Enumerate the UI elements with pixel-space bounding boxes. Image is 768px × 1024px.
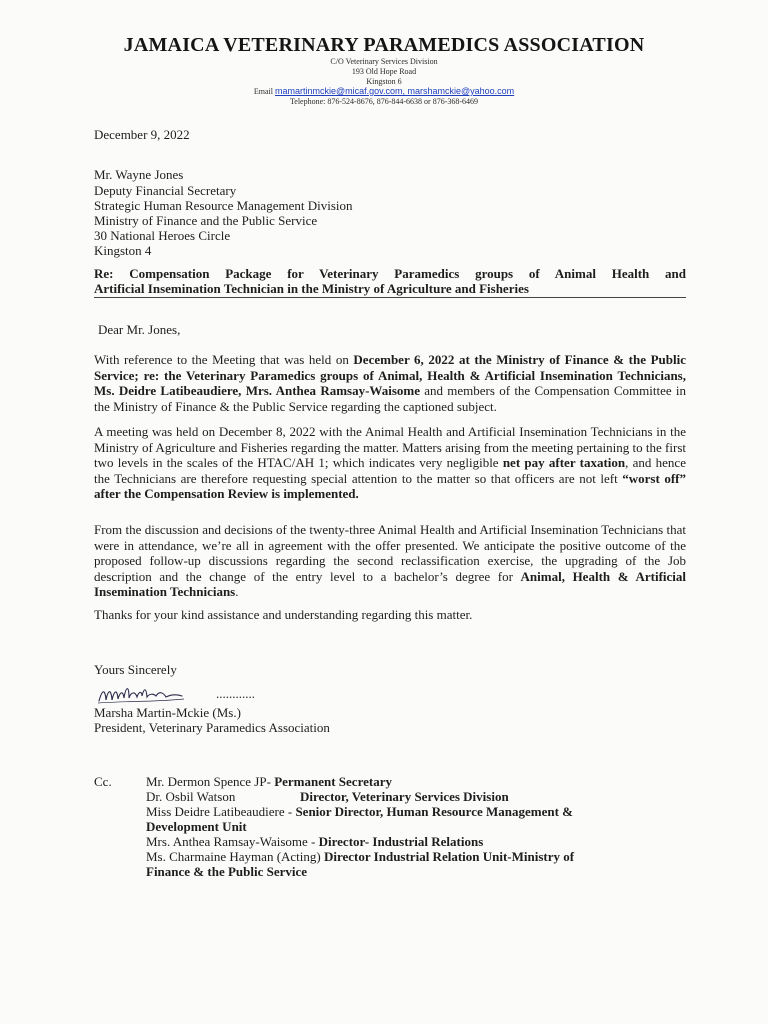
paragraph-meeting-details bbox=[94, 424, 686, 502]
p2-text-2: , and hence the Technicians are therefore requesting special attention to the matter so that officers are not left bbox=[94, 455, 686, 486]
subject-line-2: Artificial Insemination Technician in the Ministry of Agriculture and Fisheries bbox=[94, 281, 529, 296]
paragraph-meeting-reference bbox=[94, 352, 686, 414]
cc-recipient-2 bbox=[146, 789, 509, 805]
closing: Yours Sincerely bbox=[94, 662, 177, 677]
cc-recipient-5 bbox=[146, 849, 574, 865]
salutation: Dear Mr. Jones, bbox=[98, 322, 181, 337]
recipient-name: Mr. Wayne Jones bbox=[94, 167, 184, 182]
address-line-1: C/O Veterinary Services Division bbox=[330, 57, 438, 66]
handwritten-signature-icon bbox=[96, 682, 216, 706]
address-line-3: Kingston 6 bbox=[366, 77, 402, 86]
cc-recipient-3-cont bbox=[146, 819, 247, 835]
recipient-title: Deputy Financial Secretary bbox=[94, 183, 237, 198]
p1-text-1: With reference to the Meeting that was held on bbox=[94, 352, 354, 367]
cc-4-role: Director- Industrial Relations bbox=[318, 834, 484, 849]
signature-dots: ............ bbox=[216, 686, 255, 701]
p2-text-1: A meeting was held on December 8, 2022 with the Animal Health and Artificial Insemination Technicians in the Ministry of Agriculture and Fisheries regarding the matter. Matters arising from the meeting pertaining to the first two levels in the scales of the HTAC/AH 1; which indicates very negligible bbox=[94, 424, 686, 470]
signatory-title: President, Veterinary Paramedics Association bbox=[94, 720, 330, 735]
cc-5-name: Ms. Charmaine Hayman (Acting) bbox=[146, 849, 324, 864]
cc-3-role-cont: Development Unit bbox=[146, 819, 247, 834]
p2-bold-1: net pay after taxation bbox=[502, 455, 626, 470]
cc-3-role: Senior Director, Human Resource Management & bbox=[295, 804, 573, 819]
p3-bold-1: Animal, Health & Artificial Insemination Technicians bbox=[94, 568, 687, 599]
cc-3-name: Miss Deidre Latibeaudiere - bbox=[146, 804, 296, 819]
email-links[interactable]: mamartinmckie@micaf.gov.com, marshamckie@yahoo.com bbox=[274, 86, 515, 96]
recipient-city: Kingston 4 bbox=[94, 243, 152, 258]
p2-bold-2: “worst off” after the Compensation Review is implemented. bbox=[94, 470, 686, 501]
cc-recipient-5-cont bbox=[146, 864, 307, 880]
address-line-2: 193 Old Hope Road bbox=[351, 67, 417, 76]
cc-5-role: Director Industrial Relation Unit-Ministry of bbox=[323, 849, 575, 864]
p3-text-1: From the discussion and decisions of the twenty-three Animal Health and Artificial Insemination Technicians that were in attendance, we’re all in agreement with the offer presented. We anticipate the positive outcome of the proposed follow-up discussions regarding the second reclassification exercise, the upgrading of the Job description and the change of the entry level to a bachelor’s degree for bbox=[94, 522, 686, 584]
p1-bold-1: December 6, 2022 at the Ministry of Finance & the Public Service; re: the Veterinary Paramedics groups of Animal, Health & Artificial Insemination Technicians, Ms. Deidre Latibeaudiere, Mrs. Anthea Ramsay-Waisome bbox=[94, 352, 686, 398]
cc-2-name: Dr. Osbil Watson bbox=[146, 789, 236, 804]
subject-underline bbox=[94, 297, 686, 298]
paragraph-agreement bbox=[94, 522, 686, 600]
cc-recipient-1 bbox=[146, 774, 392, 790]
p1-text-2: and members of the Compensation Committee in the Ministry of Finance & the Public Service regarding the captioned subject. bbox=[94, 383, 686, 414]
paragraph-thanks: Thanks for your kind assistance and understanding regarding this matter. bbox=[94, 607, 473, 622]
recipient-ministry: Ministry of Finance and the Public Service bbox=[94, 213, 318, 228]
organization-title: JAMAICA VETERINARY PARAMEDICS ASSOCIATION bbox=[123, 34, 645, 56]
cc-2-role: Director, Veterinary Services Division bbox=[300, 789, 509, 804]
cc-5-role-cont: Finance & the Public Service bbox=[146, 864, 308, 879]
cc-recipient-3 bbox=[146, 804, 573, 820]
cc-label: Cc. bbox=[94, 774, 112, 789]
p3-text-2: . bbox=[235, 584, 239, 599]
recipient-street: 30 National Heroes Circle bbox=[94, 228, 231, 243]
signature bbox=[96, 682, 286, 706]
subject-line-1: Re: Compensation Package for Veterinary Paramedics groups of Animal Health and bbox=[94, 266, 686, 281]
cc-recipient-4 bbox=[146, 834, 483, 850]
letter-date: December 9, 2022 bbox=[94, 127, 190, 142]
signatory-name: Marsha Martin-Mckie (Ms.) bbox=[94, 705, 241, 720]
cc-4-name: Mrs. Anthea Ramsay-Waisome - bbox=[146, 834, 319, 849]
email-label: Email bbox=[253, 87, 273, 96]
recipient-division: Strategic Human Resource Management Division bbox=[94, 198, 353, 213]
cc-1-role: Permanent Secretary bbox=[274, 774, 392, 789]
telephone-line: Telephone: 876-524-8676, 876-844-6638 or 876-368-6469 bbox=[289, 97, 479, 106]
email-line bbox=[0, 86, 768, 97]
cc-1-name: Mr. Dermon Spence JP- bbox=[146, 774, 275, 789]
